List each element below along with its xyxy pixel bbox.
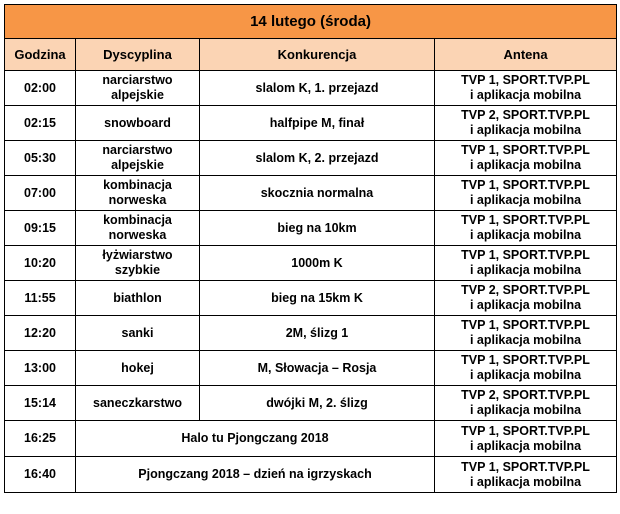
channel-line: TVP 2, SPORT.TVP.PL [461, 108, 590, 122]
event-cell: skocznia normalna [200, 176, 435, 211]
channel-line: TVP 2, SPORT.TVP.PL [461, 388, 590, 402]
channel-line: TVP 1, SPORT.TVP.PL [461, 318, 590, 332]
schedule-title: 14 lutego (środa) [5, 5, 617, 39]
discipline-cell: saneczkarstwo [76, 386, 200, 421]
channel-line: TVP 1, SPORT.TVP.PL [461, 248, 590, 262]
discipline-cell [76, 246, 200, 281]
event-cell: bieg na 15km K [200, 281, 435, 316]
discipline-line: alpejskie [111, 88, 164, 102]
channel-cell [435, 106, 617, 141]
discipline-line: alpejskie [111, 158, 164, 172]
time-cell: 05:30 [5, 141, 76, 176]
table-row [5, 457, 617, 493]
channel-line: TVP 2, SPORT.TVP.PL [461, 283, 590, 297]
channel-line: TVP 1, SPORT.TVP.PL [461, 423, 590, 438]
time-cell: 02:15 [5, 106, 76, 141]
table-row [5, 421, 617, 457]
header-channel: Antena [435, 39, 617, 71]
channel-cell [435, 71, 617, 106]
header-event: Konkurencja [200, 39, 435, 71]
event-cell: bieg na 10km [200, 211, 435, 246]
channel-cell [435, 246, 617, 281]
table-row [5, 211, 617, 246]
discipline-line: narciarstwo [102, 143, 173, 157]
channel-line: i aplikacja mobilna [469, 298, 582, 312]
event-cell: slalom K, 1. przejazd [200, 71, 435, 106]
channel-line: TVP 1, SPORT.TVP.PL [461, 143, 590, 157]
event-cell: 2M, ślizg 1 [200, 316, 435, 351]
discipline-line: szybkie [114, 263, 161, 277]
time-cell: 07:00 [5, 176, 76, 211]
header-discipline: Dyscyplina [76, 39, 200, 71]
event-cell: halfpipe M, finał [200, 106, 435, 141]
channel-cell [435, 386, 617, 421]
time-cell: 16:40 [5, 457, 76, 493]
channel-cell [435, 281, 617, 316]
discipline-line: norweska [108, 193, 167, 207]
event-cell: M, Słowacja – Rosja [200, 351, 435, 386]
channel-cell [435, 176, 617, 211]
discipline-line: norweska [108, 228, 167, 242]
time-cell: 13:00 [5, 351, 76, 386]
header-time: Godzina [5, 39, 76, 71]
table-row [5, 386, 617, 421]
channel-line: i aplikacja mobilna [469, 333, 582, 347]
table-row [5, 141, 617, 176]
time-cell: 12:20 [5, 316, 76, 351]
discipline-cell [76, 141, 200, 176]
channel-line: i aplikacja mobilna [469, 193, 582, 207]
time-cell: 16:25 [5, 421, 76, 457]
channel-cell [435, 141, 617, 176]
channel-cell [435, 457, 617, 493]
broadcast-schedule-table [4, 4, 617, 493]
channel-line: TVP 1, SPORT.TVP.PL [461, 459, 590, 474]
program-cell: Pjongczang 2018 – dzień na igrzyskach [76, 457, 435, 493]
program-cell: Halo tu Pjongczang 2018 [76, 421, 435, 457]
channel-line: TVP 1, SPORT.TVP.PL [461, 213, 590, 227]
channel-line: i aplikacja mobilna [469, 158, 582, 172]
table-row [5, 351, 617, 386]
event-cell: dwójki M, 2. ślizg [200, 386, 435, 421]
discipline-cell [76, 211, 200, 246]
channel-cell [435, 421, 617, 457]
discipline-cell: biathlon [76, 281, 200, 316]
title-row [5, 5, 617, 39]
schedule-container [4, 4, 617, 493]
event-cell: slalom K, 2. przejazd [200, 141, 435, 176]
discipline-line: kombinacja [103, 213, 172, 227]
channel-line: i aplikacja mobilna [469, 228, 582, 242]
discipline-cell [76, 176, 200, 211]
channel-line: i aplikacja mobilna [469, 368, 582, 382]
event-cell: 1000m K [200, 246, 435, 281]
table-row [5, 316, 617, 351]
header-row [5, 39, 617, 71]
channel-line: i aplikacja mobilna [469, 474, 582, 489]
channel-line: i aplikacja mobilna [469, 438, 582, 453]
table-row [5, 176, 617, 211]
discipline-cell: hokej [76, 351, 200, 386]
discipline-line: narciarstwo [102, 73, 173, 87]
channel-line: i aplikacja mobilna [469, 263, 582, 277]
discipline-cell: snowboard [76, 106, 200, 141]
channel-line: TVP 1, SPORT.TVP.PL [461, 178, 590, 192]
channel-line: TVP 1, SPORT.TVP.PL [461, 73, 590, 87]
channel-cell [435, 351, 617, 386]
table-row [5, 246, 617, 281]
discipline-cell [76, 71, 200, 106]
time-cell: 15:14 [5, 386, 76, 421]
discipline-cell: sanki [76, 316, 200, 351]
channel-cell [435, 211, 617, 246]
discipline-line: łyżwiarstwo [102, 248, 173, 262]
channel-line: i aplikacja mobilna [469, 403, 582, 417]
channel-line: i aplikacja mobilna [469, 123, 582, 137]
time-cell: 10:20 [5, 246, 76, 281]
time-cell: 09:15 [5, 211, 76, 246]
time-cell: 02:00 [5, 71, 76, 106]
table-row [5, 281, 617, 316]
discipline-line: kombinacja [103, 178, 172, 192]
table-row [5, 71, 617, 106]
table-row [5, 106, 617, 141]
channel-line: i aplikacja mobilna [469, 88, 582, 102]
time-cell: 11:55 [5, 281, 76, 316]
channel-cell [435, 316, 617, 351]
channel-line: TVP 1, SPORT.TVP.PL [461, 353, 590, 367]
